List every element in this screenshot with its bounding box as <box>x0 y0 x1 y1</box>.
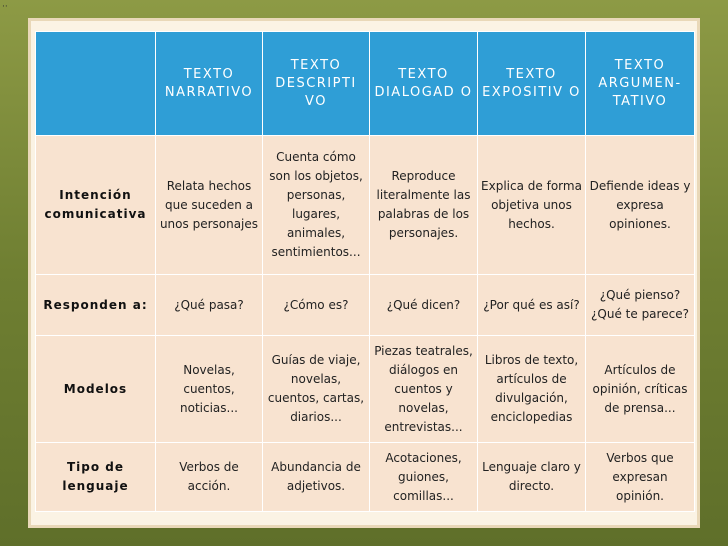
column-header-argumentativo: TEXTO ARGUMEN-TATIVO <box>586 32 695 136</box>
table-cell: Verbos que expresan opinión. <box>586 443 695 512</box>
table-row <box>36 336 695 443</box>
table-cell: Libros de texto, artículos de divulgación, enciclopedias <box>478 336 586 443</box>
table-cell: Explica de forma objetiva unos hechos. <box>478 136 586 275</box>
table-row <box>36 275 695 336</box>
row-label-intencion: Intención comunicativa <box>36 136 156 275</box>
header-empty-cell <box>36 32 156 136</box>
column-header-expositivo: TEXTO EXPOSITIV O <box>478 32 586 136</box>
table-cell: Acotaciones, guiones, comillas... <box>370 443 478 512</box>
corner-mark: ·· <box>2 2 8 12</box>
table-cell: Verbos de acción. <box>156 443 263 512</box>
table-cell: Relata hechos que suceden a unos personajes <box>156 136 263 275</box>
table-cell: Novelas, cuentos, noticias... <box>156 336 263 443</box>
table-cell: Artículos de opinión, críticas de prensa... <box>586 336 695 443</box>
table-cell: ¿Qué pasa? <box>156 275 263 336</box>
table-cell: ¿Cómo es? <box>263 275 370 336</box>
column-header-dialogado: TEXTO DIALOGAD O <box>370 32 478 136</box>
table-cell: Cuenta cómo son los objetos, personas, lugares, animales, sentimientos... <box>263 136 370 275</box>
table-cell: Abundancia de adjetivos. <box>263 443 370 512</box>
text-types-table <box>35 31 695 512</box>
table-cell: ¿Por qué es así? <box>478 275 586 336</box>
table-cell: Guías de viaje, novelas, cuentos, cartas, diarios... <box>263 336 370 443</box>
table-row <box>36 443 695 512</box>
table-cell: Lenguaje claro y directo. <box>478 443 586 512</box>
row-label-responden: Responden a: <box>36 275 156 336</box>
column-header-narrativo: TEXTO NARRATIVO <box>156 32 263 136</box>
table-cell: Reproduce literalmente las palabras de los personajes. <box>370 136 478 275</box>
table-cell: Defiende ideas y expresa opiniones. <box>586 136 695 275</box>
table-cell: ¿Qué pienso? ¿Qué te parece? <box>586 275 695 336</box>
table-row <box>36 136 695 275</box>
table-cell: Piezas teatrales, diálogos en cuentos y novelas, entrevistas... <box>370 336 478 443</box>
row-label-tipo-lenguaje: Tipo de lenguaje <box>36 443 156 512</box>
column-header-descriptivo: TEXTO DESCRIPTI VO <box>263 32 370 136</box>
header-row <box>36 32 695 136</box>
row-label-modelos: Modelos <box>36 336 156 443</box>
table-cell: ¿Qué dicen? <box>370 275 478 336</box>
